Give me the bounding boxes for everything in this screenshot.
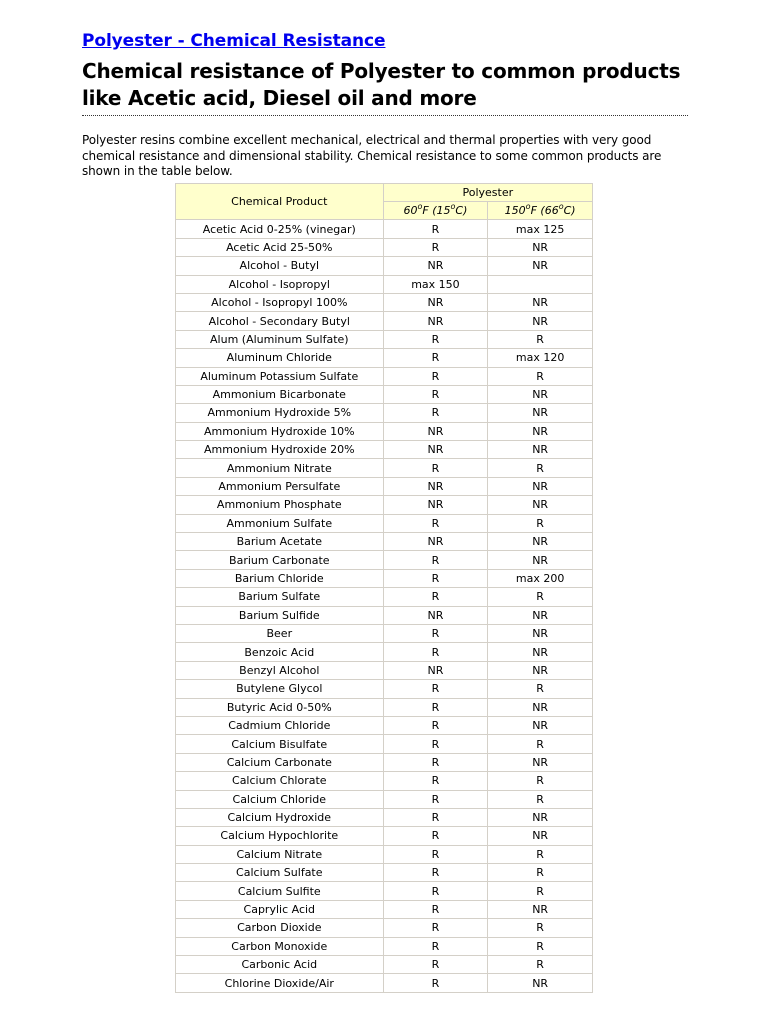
table-row [176,275,593,293]
table-row [176,514,593,532]
value-60f-cell: NR [383,422,488,440]
product-cell: Calcium Sulfate [176,864,384,882]
value-150f-cell: R [488,735,593,753]
value-60f-cell: R [383,753,488,771]
product-cell: Calcium Chloride [176,790,384,808]
product-cell: Butylene Glycol [176,680,384,698]
value-150f-cell: NR [488,312,593,330]
value-60f-cell: R [383,956,488,974]
value-150f-cell: R [488,864,593,882]
table-row [176,882,593,900]
table-row [176,937,593,955]
value-150f-cell: NR [488,477,593,495]
product-cell: Aluminum Chloride [176,349,384,367]
value-150f-cell: NR [488,404,593,422]
value-150f-cell: NR [488,900,593,918]
value-60f-cell: R [383,772,488,790]
value-60f-cell: R [383,919,488,937]
value-150f-cell: NR [488,257,593,275]
value-150f-cell: max 125 [488,220,593,238]
table-row [176,624,593,642]
value-150f-cell: NR [488,661,593,679]
value-60f-cell: NR [383,441,488,459]
value-60f-cell: R [383,827,488,845]
table-row [176,422,593,440]
value-150f-cell: NR [488,293,593,311]
value-60f-cell: NR [383,606,488,624]
product-cell: Acetic Acid 25-50% [176,238,384,256]
value-150f-cell: NR [488,385,593,403]
value-60f-cell: R [383,882,488,900]
value-60f-cell: NR [383,293,488,311]
value-150f-cell: NR [488,624,593,642]
value-60f-cell: R [383,808,488,826]
table-row [176,551,593,569]
product-cell: Barium Carbonate [176,551,384,569]
value-150f-cell: NR [488,533,593,551]
value-150f-cell: NR [488,808,593,826]
value-150f-cell: NR [488,974,593,992]
value-150f-cell: R [488,514,593,532]
table-row [176,864,593,882]
product-cell: Ammonium Bicarbonate [176,385,384,403]
table-row [176,496,593,514]
product-cell: Carbonic Acid [176,956,384,974]
value-60f-cell: R [383,349,488,367]
product-cell: Alcohol - Isopropyl 100% [176,293,384,311]
product-cell: Alcohol - Butyl [176,257,384,275]
temp-header-150f: 150$^o$F (66$^o$C) [488,202,593,220]
value-60f-cell: NR [383,661,488,679]
table-row [176,257,593,275]
table-row [176,385,593,403]
chemical-resistance-table [175,183,593,993]
value-60f-cell: R [383,643,488,661]
value-60f-cell: max 150 [383,275,488,293]
value-150f-cell: R [488,772,593,790]
table-row [176,569,593,587]
product-cell: Caprylic Acid [176,900,384,918]
table-row [176,919,593,937]
value-150f-cell: R [488,882,593,900]
product-cell: Calcium Carbonate [176,753,384,771]
table-row [176,349,593,367]
value-60f-cell: R [383,716,488,734]
table-body [176,220,593,992]
table-row [176,588,593,606]
value-60f-cell: NR [383,257,488,275]
value-60f-cell: R [383,367,488,385]
table-row [176,680,593,698]
product-cell: Barium Sulfide [176,606,384,624]
value-60f-cell: R [383,551,488,569]
value-60f-cell: R [383,624,488,642]
value-60f-cell: R [383,680,488,698]
table-row [176,643,593,661]
table-row [176,974,593,992]
table-row [176,238,593,256]
product-cell: Alcohol - Isopropyl [176,275,384,293]
value-150f-cell: NR [488,496,593,514]
product-cell: Barium Chloride [176,569,384,587]
value-150f-cell: NR [488,551,593,569]
table-row [176,606,593,624]
product-cell: Benzoic Acid [176,643,384,661]
table-row [176,827,593,845]
value-150f-cell: NR [488,238,593,256]
table-row [176,845,593,863]
value-60f-cell: R [383,845,488,863]
value-150f-cell: R [488,680,593,698]
value-150f-cell: NR [488,827,593,845]
product-cell: Ammonium Persulfate [176,477,384,495]
value-60f-cell: R [383,864,488,882]
value-60f-cell: R [383,238,488,256]
table-row [176,293,593,311]
temp-header-60f: 60$^o$F (15$^o$C) [383,202,488,220]
table-row [176,220,593,238]
intro-paragraph: Polyester resins combine excellent mechanical, electrical and thermal properties with very good chemical resistance and dimensional stability. Chemical resistance to some common products are shown in the table below. [82,133,662,178]
value-150f-cell: NR [488,753,593,771]
product-cell: Aluminum Potassium Sulfate [176,367,384,385]
value-150f-cell: NR [488,422,593,440]
page-title-link[interactable]: Polyester - Chemical Resistance [82,31,386,51]
value-150f-cell: max 120 [488,349,593,367]
table-row [176,716,593,734]
table-row [176,753,593,771]
value-150f-cell: NR [488,441,593,459]
value-60f-cell: NR [383,533,488,551]
page-heading: Chemical resistance of Polyester to common products like Acetic acid, Diesel oil and more [82,58,688,116]
table-row [176,367,593,385]
value-60f-cell: R [383,790,488,808]
value-150f-cell: R [488,845,593,863]
page-content [82,30,688,180]
product-cell: Barium Sulfate [176,588,384,606]
value-150f-cell: R [488,937,593,955]
value-60f-cell: NR [383,496,488,514]
product-cell: Barium Acetate [176,533,384,551]
product-cell: Calcium Chlorate [176,772,384,790]
value-60f-cell: R [383,404,488,422]
table-row [176,459,593,477]
value-60f-cell: R [383,385,488,403]
value-60f-cell: R [383,330,488,348]
product-cell: Calcium Bisulfate [176,735,384,753]
table-row [176,330,593,348]
value-150f-cell: NR [488,643,593,661]
value-150f-cell: R [488,956,593,974]
table-row [176,404,593,422]
product-cell: Ammonium Sulfate [176,514,384,532]
product-cell: Ammonium Phosphate [176,496,384,514]
product-cell: Ammonium Hydroxide 10% [176,422,384,440]
table-row [176,772,593,790]
product-cell: Acetic Acid 0-25% (vinegar) [176,220,384,238]
product-cell: Alum (Aluminum Sulfate) [176,330,384,348]
value-60f-cell: R [383,698,488,716]
table-row [176,900,593,918]
value-60f-cell: R [383,735,488,753]
value-150f-cell: R [488,588,593,606]
table-row [176,441,593,459]
product-column-header: Chemical Product [176,184,384,220]
table-row [176,735,593,753]
value-150f-cell: R [488,367,593,385]
product-cell: Carbon Monoxide [176,937,384,955]
value-150f-cell: NR [488,606,593,624]
product-cell: Beer [176,624,384,642]
product-cell: Calcium Hydroxide [176,808,384,826]
product-cell: Alcohol - Secondary Butyl [176,312,384,330]
table-row [176,808,593,826]
product-cell: Cadmium Chloride [176,716,384,734]
value-150f-cell: NR [488,716,593,734]
value-150f-cell: R [488,790,593,808]
value-150f-cell: R [488,330,593,348]
product-cell: Butyric Acid 0-50% [176,698,384,716]
value-150f-cell: max 200 [488,569,593,587]
table-row [176,698,593,716]
table-row [176,661,593,679]
table-row [176,312,593,330]
value-60f-cell: R [383,514,488,532]
product-cell: Benzyl Alcohol [176,661,384,679]
value-60f-cell: R [383,459,488,477]
product-cell: Ammonium Hydroxide 5% [176,404,384,422]
table-row [176,477,593,495]
polyester-group-header: Polyester [383,184,592,202]
product-cell: Calcium Sulfite [176,882,384,900]
product-cell: Calcium Nitrate [176,845,384,863]
table-row [176,790,593,808]
value-60f-cell: NR [383,477,488,495]
value-150f-cell: NR [488,698,593,716]
value-150f-cell: R [488,459,593,477]
value-60f-cell: NR [383,312,488,330]
value-60f-cell: R [383,220,488,238]
product-cell: Ammonium Nitrate [176,459,384,477]
product-cell: Carbon Dioxide [176,919,384,937]
table-row [176,533,593,551]
value-150f-cell [488,275,593,293]
value-60f-cell: R [383,569,488,587]
value-60f-cell: R [383,900,488,918]
table-row [176,956,593,974]
value-60f-cell: R [383,974,488,992]
product-cell: Ammonium Hydroxide 20% [176,441,384,459]
value-150f-cell: R [488,919,593,937]
product-cell: Chlorine Dioxide/Air [176,974,384,992]
value-60f-cell: R [383,937,488,955]
product-cell: Calcium Hypochlorite [176,827,384,845]
value-60f-cell: R [383,588,488,606]
